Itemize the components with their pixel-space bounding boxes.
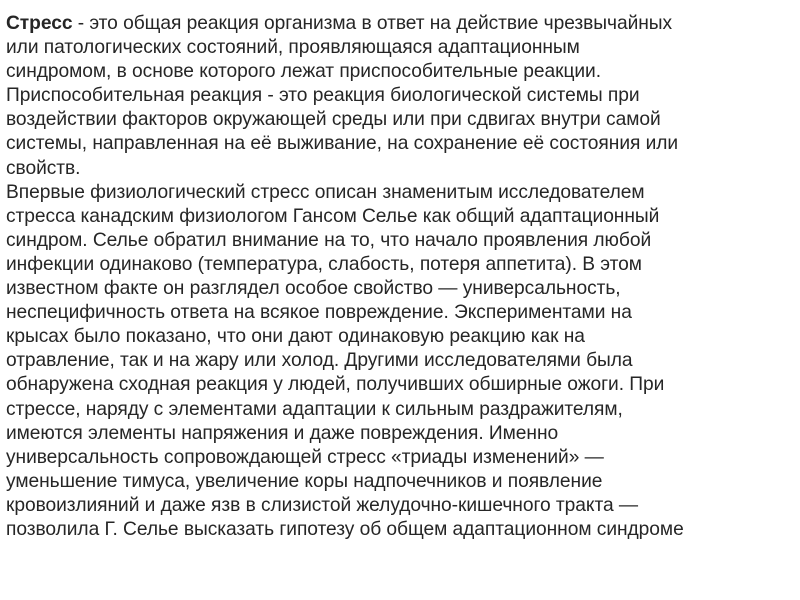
text-line-10: синдром. Селье обратил внимание на то, что начало проявления любой	[6, 229, 652, 251]
text-line-9: стресса канадским физиологом Гансом Селье как общий адаптационный	[6, 205, 660, 227]
text-line-6: системы, направленная на её выживание, на сохранение её состояния или	[6, 133, 679, 155]
text-line-12: известном факте он разглядел особое свойство — универсальность,	[6, 278, 621, 300]
text-line-1	[6, 12, 798, 36]
text-line-2: или патологических состояний, проявляющаяся адаптационным	[6, 37, 580, 59]
document-body	[6, 12, 798, 542]
text-line-3: синдромом, в основе которого лежат приспособительные реакции.	[6, 61, 602, 83]
text-line-18: имеются элементы напряжения и даже повреждения. Именно	[6, 422, 559, 444]
text-line-5: воздействии факторов окружающей среды или при сдвигах внутри самой	[6, 109, 661, 131]
text-line-22: позволила Г. Селье высказать гипотезу об общем адаптационном синдроме	[6, 518, 684, 540]
text-line-19: универсальность сопровождающей стресс «триады изменений» —	[6, 446, 604, 468]
text-line-20: уменьшение тимуса, увеличение коры надпочечников и появление	[6, 470, 603, 492]
text-line-15: отравление, так и на жару или холод. Другими исследователями была	[6, 350, 633, 372]
text-line-11: инфекции одинаково (температура, слабость, потеря аппетита). В этом	[6, 253, 642, 275]
text-line-4: Приспособительная реакция - это реакция биологической системы при	[6, 85, 640, 107]
term-stress: Стресс	[6, 13, 73, 34]
text-line-21: кровоизлияний и даже язв в слизистой желудочно-кишечного тракта —	[6, 494, 639, 516]
text-line-14: крысах было показано, что они дают одинаковую реакцию как на	[6, 326, 585, 348]
text-line-1-rest: - это общая реакция организма в ответ на действие чрезвычайных	[72, 13, 673, 34]
text-line-17: стрессе, наряду с элементами адаптации к сильным раздражителям,	[6, 398, 623, 420]
text-line-7: свойств.	[6, 157, 81, 179]
text-line-13: неспецифичность ответа на всякое повреждение. Экспериментами на	[6, 302, 632, 324]
text-line-8: Впервые физиологический стресс описан знаменитым исследователем	[6, 181, 645, 203]
text-line-16: обнаружена сходная реакция у людей, получивших обширные ожоги. При	[6, 374, 665, 396]
